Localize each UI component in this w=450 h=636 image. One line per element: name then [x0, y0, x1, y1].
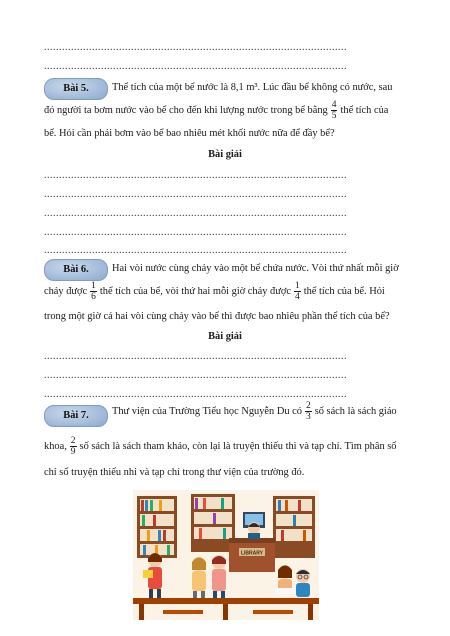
fraction-denominator: 4	[294, 292, 300, 302]
text-segment: thể tích của bể, vòi thứ hai mỗi giờ chảy được	[99, 285, 291, 297]
answer-line: .....................................................................................................	[44, 61, 347, 72]
bookshelf-middle	[191, 494, 235, 552]
answer-line: .....................................................................................................	[44, 208, 347, 219]
text-segment: Thư viện của Trường Tiểu học Nguyễn Du có	[112, 405, 302, 417]
text-segment: thể tích của bể. Hỏi	[303, 285, 385, 297]
fraction-denominator: 3	[305, 412, 311, 422]
solution-heading: Bài giải	[208, 331, 242, 342]
fraction	[294, 281, 301, 302]
fraction-numerator: 4	[331, 100, 337, 110]
fraction-denominator: 5	[331, 111, 337, 121]
fraction-numerator: 1	[294, 281, 300, 291]
text-segment: thể tích của	[340, 104, 389, 116]
exercise-5-line-1: Thể tích của một bể nước là 8,1 m³. Lúc đầu bể không có nước, sau	[112, 82, 393, 93]
librarian	[248, 522, 260, 539]
answer-line: .....................................................................................................	[44, 370, 347, 381]
fraction-denominator: 9	[70, 447, 76, 457]
bookshelf-right	[273, 496, 315, 558]
answer-line: .....................................................................................................	[44, 351, 347, 362]
exercise-5-badge: Bài 5.	[44, 78, 108, 100]
exercise-5-line-3: bể. Hỏi cần phải bơm vào bể bao nhiêu mét khối nước nữa để đầy bể?	[44, 128, 335, 139]
answer-line: .....................................................................................................	[44, 189, 347, 200]
exercise-7-badge: Bài 7.	[44, 405, 108, 427]
exercise-6-line-3: trong một giờ cả hai vòi cùng chảy vào bể thì được bao nhiêu phần thể tích của bể?	[44, 311, 390, 322]
answer-line: .....................................................................................................	[44, 42, 347, 53]
answer-line: .....................................................................................................	[44, 389, 347, 400]
fraction-denominator: 6	[91, 292, 96, 302]
exercise-7-line-1	[112, 401, 408, 422]
answer-line: .....................................................................................................	[44, 227, 347, 238]
fraction	[331, 100, 338, 121]
answer-line: .....................................................................................................	[44, 170, 347, 181]
fraction-numerator: 1	[91, 281, 96, 291]
fraction	[70, 436, 77, 457]
solution-heading: Bài giải	[208, 149, 242, 160]
text-segment: khoa,	[44, 440, 67, 452]
fraction-numerator: 2	[305, 401, 311, 411]
text-segment: đó người ta bơm nước vào bể cho đến khi lượng nước trong bể bằng	[44, 104, 328, 116]
library-sign: LIBRARY	[240, 550, 264, 557]
bookshelf-left	[137, 496, 177, 558]
exercise-5-line-2	[44, 100, 408, 121]
text-segment: số sách là sách tham khảo, còn lại là truyện thiếu thi và tạp chí. Tìm phân số	[79, 440, 397, 452]
exercise-6-line-2	[44, 281, 408, 302]
answer-line: .....................................................................................................	[44, 245, 347, 256]
library-illustration	[133, 490, 319, 620]
exercise-7-line-2	[44, 436, 408, 457]
text-segment: chảy được	[44, 285, 88, 297]
fraction	[90, 281, 97, 302]
exercise-6-badge: Bài 6.	[44, 259, 108, 281]
fraction	[305, 401, 312, 422]
exercise-6-line-1: Hai vòi nước cùng chảy vào một bể chứa nước. Vòi thứ nhất mỗi giờ	[112, 263, 399, 274]
text-segment: số sách là sách giáo	[314, 405, 397, 417]
exercise-7-line-3: chỉ số truyện thiếu nhi và tạp chí trong thư viện của trường đó.	[44, 467, 305, 478]
fraction-numerator: 2	[70, 436, 76, 446]
